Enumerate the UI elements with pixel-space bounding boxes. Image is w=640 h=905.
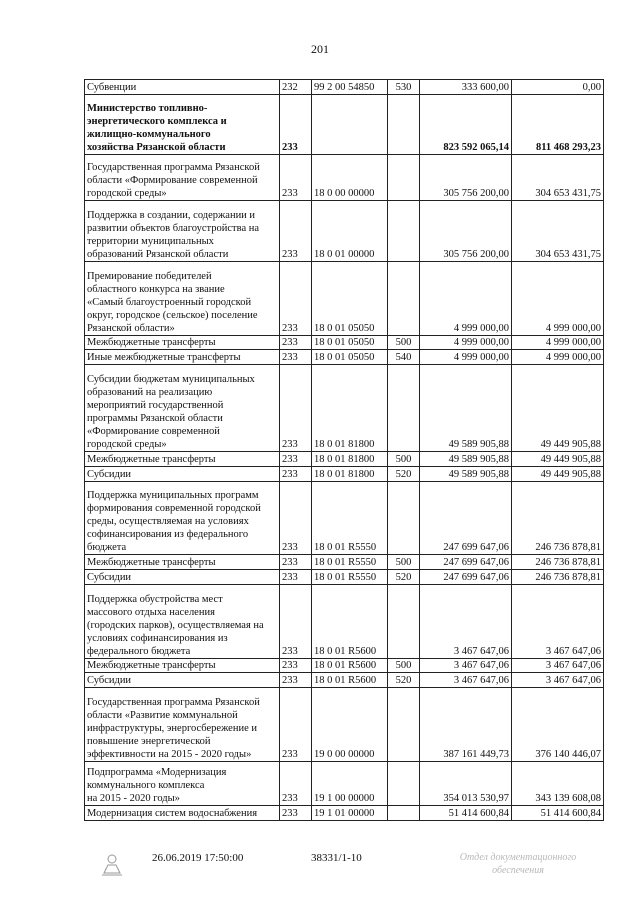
cell-vr (388, 201, 420, 262)
cell-name: Межбюджетные трансферты (85, 336, 280, 350)
table-row (85, 80, 604, 95)
cell-vr (388, 688, 420, 762)
cell-amount-year2: 4 999 000,00 (512, 336, 604, 350)
cell-name: Государственная программа Рязанской области «Формирование современной городской среды» (85, 155, 280, 201)
cell-amount-year2: 4 999 000,00 (512, 350, 604, 365)
cell-csr: 18 0 01 00000 (312, 201, 388, 262)
table-row (85, 365, 604, 452)
cell-vr (388, 365, 420, 452)
table-row (85, 659, 604, 673)
cell-amount-year2: 3 467 647,06 (512, 585, 604, 659)
table-row (85, 262, 604, 336)
budget-table-body (85, 80, 604, 821)
cell-code: 233 (280, 806, 312, 821)
watermark-text: Отдел документационного обеспечения (459, 852, 577, 876)
table-row (85, 673, 604, 688)
cell-csr: 18 0 01 R5600 (312, 659, 388, 673)
cell-code: 233 (280, 585, 312, 659)
cell-amount-year2: 304 653 431,75 (512, 155, 604, 201)
table-row (85, 467, 604, 482)
cell-csr: 18 0 01 81800 (312, 467, 388, 482)
table-row (85, 762, 604, 806)
cell-amount-year2: 0,00 (512, 80, 604, 95)
cell-vr (388, 806, 420, 821)
table-row (85, 806, 604, 821)
cell-vr (388, 585, 420, 659)
cell-csr: 18 0 01 05050 (312, 336, 388, 350)
table-row (85, 336, 604, 350)
cell-vr: 520 (388, 673, 420, 688)
cell-csr: 18 0 01 R5550 (312, 482, 388, 555)
cell-code: 233 (280, 688, 312, 762)
cell-csr: 18 0 01 R5550 (312, 555, 388, 570)
table-row (85, 350, 604, 365)
cell-code: 233 (280, 659, 312, 673)
cell-name: Субсидии (85, 570, 280, 585)
cell-amount-year1: 3 467 647,06 (420, 659, 512, 673)
cell-name: Иные межбюджетные трансферты (85, 350, 280, 365)
cell-amount-year2: 3 467 647,06 (512, 659, 604, 673)
cell-csr: 19 1 00 00000 (312, 762, 388, 806)
cell-name: Министерство топливно- энергетического комплекса и жилищно-коммунального хозяйства Рязанской области (85, 95, 280, 155)
cell-csr: 18 0 01 81800 (312, 452, 388, 467)
cell-code: 233 (280, 201, 312, 262)
cell-csr: 99 2 00 54850 (312, 80, 388, 95)
cell-name: Модернизация систем водоснабжения (85, 806, 280, 821)
cell-amount-year2: 246 736 878,81 (512, 555, 604, 570)
cell-amount-year2: 4 999 000,00 (512, 262, 604, 336)
table-row (85, 482, 604, 555)
cell-name: Премирование победителей областного конкурса на звание «Самый благоустроенный городской округ, городское (сельское) поселение Рязанской области» (85, 262, 280, 336)
cell-amount-year1: 51 414 600,84 (420, 806, 512, 821)
cell-name: Субсидии (85, 673, 280, 688)
cell-csr: 19 1 01 00000 (312, 806, 388, 821)
cell-amount-year2: 51 414 600,84 (512, 806, 604, 821)
cell-vr: 520 (388, 570, 420, 585)
cell-code: 233 (280, 365, 312, 452)
table-row (85, 155, 604, 201)
stamp-icon (100, 851, 124, 877)
cell-csr: 18 0 01 R5600 (312, 673, 388, 688)
cell-code: 233 (280, 95, 312, 155)
table-row (85, 570, 604, 585)
cell-name: Субсидии (85, 467, 280, 482)
cell-amount-year1: 49 589 905,88 (420, 452, 512, 467)
cell-vr (388, 95, 420, 155)
cell-amount-year2: 304 653 431,75 (512, 201, 604, 262)
cell-amount-year2: 246 736 878,81 (512, 482, 604, 555)
cell-amount-year1: 387 161 449,73 (420, 688, 512, 762)
table-row (85, 555, 604, 570)
cell-amount-year1: 4 999 000,00 (420, 336, 512, 350)
cell-vr: 540 (388, 350, 420, 365)
cell-vr (388, 482, 420, 555)
cell-csr (312, 95, 388, 155)
cell-code: 233 (280, 673, 312, 688)
cell-vr: 500 (388, 659, 420, 673)
cell-amount-year1: 49 589 905,88 (420, 467, 512, 482)
cell-amount-year2: 49 449 905,88 (512, 467, 604, 482)
cell-amount-year1: 354 013 530,97 (420, 762, 512, 806)
cell-name: Межбюджетные трансферты (85, 452, 280, 467)
cell-amount-year1: 247 699 647,06 (420, 482, 512, 555)
cell-name: Субвенции (85, 80, 280, 95)
cell-vr: 500 (388, 555, 420, 570)
cell-amount-year1: 4 999 000,00 (420, 262, 512, 336)
cell-code: 233 (280, 762, 312, 806)
cell-amount-year1: 333 600,00 (420, 80, 512, 95)
cell-code: 233 (280, 555, 312, 570)
cell-amount-year2: 49 449 905,88 (512, 452, 604, 467)
cell-amount-year1: 247 699 647,06 (420, 555, 512, 570)
cell-code: 233 (280, 350, 312, 365)
cell-name: Межбюджетные трансферты (85, 555, 280, 570)
cell-csr: 18 0 01 R5600 (312, 585, 388, 659)
page-number: 201 (311, 42, 329, 56)
cell-amount-year1: 823 592 065,14 (420, 95, 512, 155)
cell-csr: 19 0 00 00000 (312, 688, 388, 762)
table-row (85, 201, 604, 262)
cell-vr: 500 (388, 452, 420, 467)
table-row (85, 585, 604, 659)
footer-doc-number: 38331/1-10 (311, 852, 362, 864)
cell-amount-year2: 246 736 878,81 (512, 570, 604, 585)
cell-name: Поддержка в создании, содержании и развитии объектов благоустройства на территории муниципальных образований Рязанской области (85, 201, 280, 262)
cell-code: 233 (280, 482, 312, 555)
cell-name: Субсидии бюджетам муниципальных образований на реализацию мероприятий государственной программы Рязанской области «Формирование современной городской среды» (85, 365, 280, 452)
cell-vr: 520 (388, 467, 420, 482)
cell-csr: 18 0 01 R5550 (312, 570, 388, 585)
cell-amount-year2: 376 140 446,07 (512, 688, 604, 762)
cell-name: Поддержка муниципальных программ формирования современной городской среды, осуществляемая на условиях софинансирования из федерального бюджета (85, 482, 280, 555)
table-row (85, 688, 604, 762)
cell-code: 232 (280, 80, 312, 95)
cell-vr (388, 762, 420, 806)
budget-table (84, 79, 604, 821)
cell-vr: 530 (388, 80, 420, 95)
cell-csr: 18 0 01 05050 (312, 350, 388, 365)
cell-code: 233 (280, 262, 312, 336)
table-row (85, 95, 604, 155)
cell-code: 233 (280, 336, 312, 350)
cell-vr (388, 155, 420, 201)
cell-csr: 18 0 01 81800 (312, 365, 388, 452)
cell-name: Межбюджетные трансферты (85, 659, 280, 673)
cell-amount-year2: 3 467 647,06 (512, 673, 604, 688)
cell-code: 233 (280, 467, 312, 482)
table-row (85, 452, 604, 467)
cell-code: 233 (280, 570, 312, 585)
cell-vr: 500 (388, 336, 420, 350)
cell-amount-year2: 811 468 293,23 (512, 95, 604, 155)
cell-csr: 18 0 01 05050 (312, 262, 388, 336)
cell-amount-year2: 49 449 905,88 (512, 365, 604, 452)
cell-name: Государственная программа Рязанской области «Развитие коммунальной инфраструктуры, энергосбережение и повышение энергетической эффективности на 2015 - 2020 годы» (85, 688, 280, 762)
cell-vr (388, 262, 420, 336)
page-footer (0, 851, 640, 891)
footer-date: 26.06.2019 17:50:00 (152, 852, 244, 864)
cell-amount-year1: 49 589 905,88 (420, 365, 512, 452)
cell-amount-year2: 343 139 608,08 (512, 762, 604, 806)
cell-csr: 18 0 00 00000 (312, 155, 388, 201)
cell-amount-year1: 305 756 200,00 (420, 201, 512, 262)
cell-amount-year1: 3 467 647,06 (420, 673, 512, 688)
cell-code: 233 (280, 155, 312, 201)
cell-code: 233 (280, 452, 312, 467)
cell-name: Подпрограмма «Модернизация коммунального комплекса на 2015 - 2020 годы» (85, 762, 280, 806)
cell-amount-year1: 3 467 647,06 (420, 585, 512, 659)
cell-amount-year1: 4 999 000,00 (420, 350, 512, 365)
cell-amount-year1: 247 699 647,06 (420, 570, 512, 585)
cell-name: Поддержка обустройства мест массового отдыха населения (городских парков), осуществляемая на условиях софинансирования из федерального бюджета (85, 585, 280, 659)
cell-amount-year1: 305 756 200,00 (420, 155, 512, 201)
